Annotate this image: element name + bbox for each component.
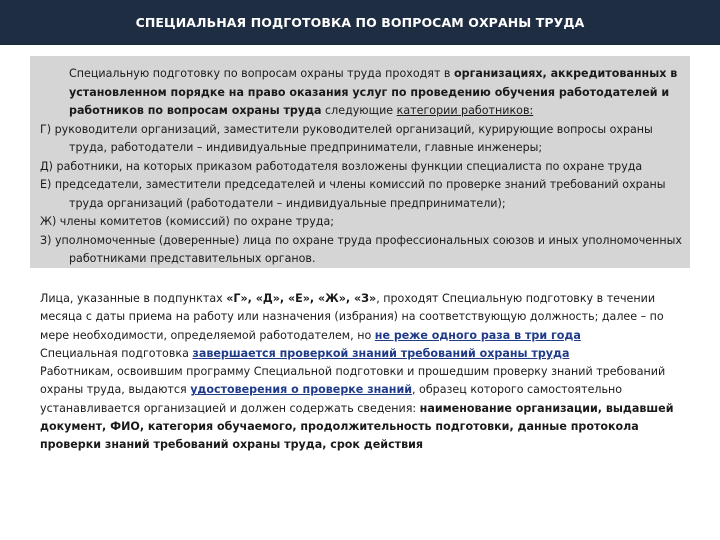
link-once-in-three-years[interactable]: не реже одного раза в три года: [374, 328, 581, 342]
intro-following: следующие: [321, 104, 397, 117]
intro-organizations: организациях, аккредитованных в установленном порядке на право оказания услуг по проведению обучения работодателей и работников по вопросам охраны труда: [69, 67, 678, 117]
intro-text: Специальную подготовку по вопросам охраны труда проходят в: [69, 67, 454, 80]
list-item-z: З) уполномоченные (доверенные) лица по охране труда профессиональных союзов и иных уполномоченных работниками представительных органов.: [40, 233, 682, 265]
p1-start: Лица, указанные в подпунктах: [40, 292, 227, 305]
p3-middle: , образец которого самостоятельно устанавливается организацией и должен содержать сведения:: [40, 383, 623, 415]
categories-panel: [30, 56, 690, 268]
p1-middle: , проходят Специальную подготовку в течении месяца с даты приема на работу или назначения (избрания) на соответствующую должность; далее – по мере необходимости, определяемой работодателем, но: [40, 292, 664, 342]
page-title: СПЕЦИАЛЬНАЯ ПОДГОТОВКА ПО ВОПРОСАМ ОХРАНЫ ТРУДА: [135, 15, 585, 30]
list-item-g: Г) руководители организаций, заместители руководителей организаций, курирующие вопросы охраны труда, работодатели – индивидуальные предприниматели, главные инженеры;: [40, 122, 653, 154]
p3-required-fields: наименование организации, выдавшей документ, ФИО, категория обучаемого, продолжительность подготовки, данные протокола проверки знаний требований охраны труда, срок действия: [40, 401, 674, 452]
paragraph-deadline: [40, 290, 690, 345]
intro-categories: категории работников:: [396, 104, 534, 117]
list-item-zh: Ж) члены комитетов (комиссий) по охране труда;: [40, 215, 334, 228]
header-bar: [0, 0, 720, 45]
link-certificates[interactable]: удостоверения о проверке знаний: [190, 383, 412, 397]
p1-subpoints: «Г», «Д», «Е», «Ж», «З»: [226, 292, 377, 305]
paragraph-certificates: [40, 363, 690, 454]
intro-paragraph: [40, 65, 688, 121]
p2-start: Специальная подготовка: [40, 346, 193, 360]
paragraph-completion: [40, 345, 690, 363]
main-body: [40, 290, 690, 455]
link-knowledge-check[interactable]: завершается проверкой знаний требований охраны труда: [192, 346, 570, 360]
categories-list: [40, 65, 688, 269]
p3-start: Работникам, освоившим программу Специальной подготовки и прошедшим проверку знаний требований охраны труда, выдаются: [40, 365, 666, 397]
list-item-e: Е) председатели, заместители председателей и члены комиссий по проверке знаний требований охраны труда организаций (работодатели – индивидуальные предприниматели);: [40, 178, 666, 210]
list-item-d: Д) работники, на которых приказом работодателя возложены функции специалиста по охране труда: [40, 159, 643, 173]
